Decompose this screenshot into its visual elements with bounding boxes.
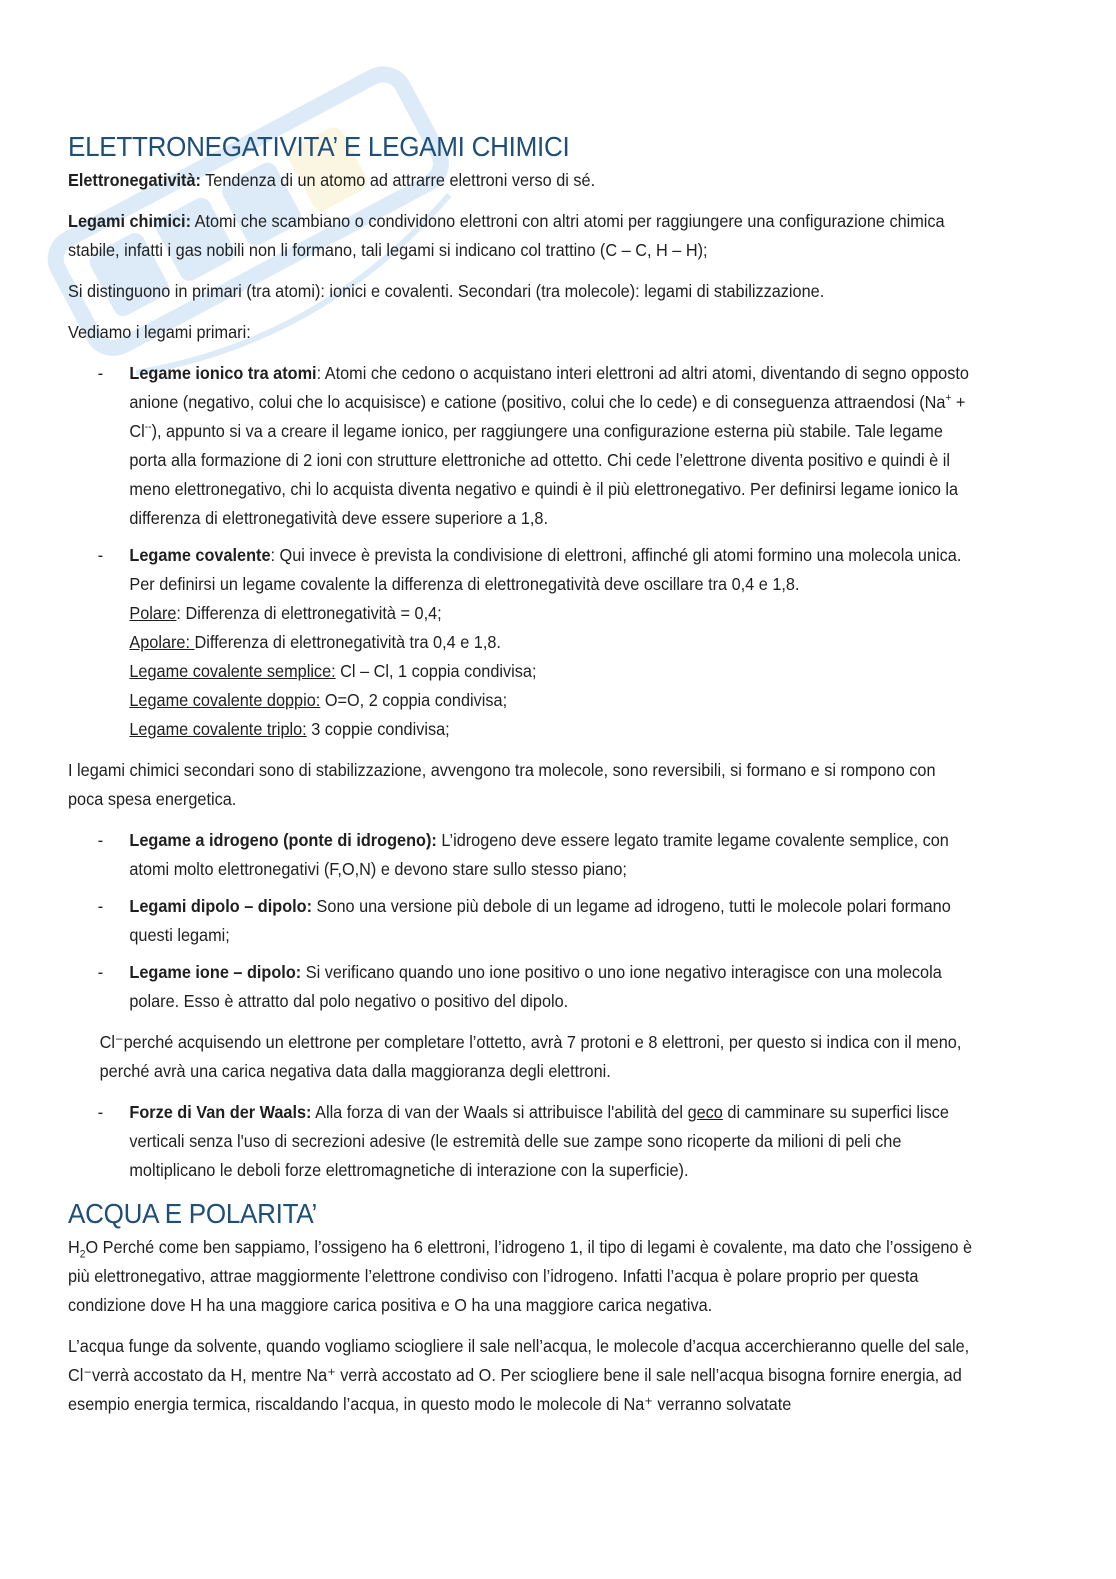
list-item-ionic-bond: [68, 359, 975, 533]
formula-subscript: 2: [79, 1248, 86, 1261]
subline-semplice: [129, 657, 974, 686]
term-van-der-waals: Forze di Van der Waals:: [129, 1102, 312, 1122]
paragraph-distinzione: Si distinguono in primari (tra atomi): ionici e covalenti. Secondari (tra molecole): legami di stabilizzazione.: [68, 281, 825, 301]
paragraph-secondari-intro: I legami chimici secondari sono di stabilizzazione, avvengono tra molecole, sono reversibili, si formano e si rompono con poca spesa energetica.: [68, 760, 936, 809]
subline-polare: [129, 599, 974, 628]
subline-doppio: [129, 686, 974, 715]
text-vdw-b: di camminare su superfici lisce verticali senza l'uso di secrezioni adesive (le estremità delle sue zampe sono ricoperte da milioni di peli che moltiplicano le deboli forze elettromagnetiche di interazione con la superficie).: [129, 1102, 949, 1180]
subline-label: Legame covalente semplice:: [129, 661, 336, 681]
primary-bonds-list: [68, 359, 975, 744]
subline-label: Polare: [129, 603, 177, 623]
subline-label: Legame covalente doppio:: [129, 690, 321, 710]
text-covalent: : Qui invece è prevista la condivisione di elettroni, affinché gli atomi formino una molecola unica. Per definirsi un legame covalente la differenza di elettronegatività deve oscillare tra 0,4 e 1,8.: [129, 545, 962, 594]
list-item-hydrogen-bond: [68, 826, 975, 884]
list-item-covalent-bond: [68, 541, 975, 744]
subline-triplo: [129, 715, 974, 744]
text-ionic-a: : Atomi che cedono o acquistano interi elettroni ad altri atomi, diventando di segno opposto anione (negativo, colui che lo acquisisce) e catione (positivo, colui che lo cede) e di conseguenza attraendosi (Na: [129, 363, 969, 412]
term-hydrogen: Legame a idrogeno (ponte di idrogeno):: [129, 830, 437, 850]
paragraph-vediamo: Vediamo i legami primari:: [68, 322, 251, 342]
subline-label: Legame covalente triplo:: [129, 719, 307, 739]
term-ion-dipole: Legame ione – dipolo:: [129, 962, 302, 982]
formula-h: H: [68, 1237, 80, 1257]
list-item-van-der-waals: [68, 1098, 975, 1185]
list-item-dipole-dipole: [68, 892, 975, 950]
paragraph-cl-note: Cl⁻perché acquisendo un elettrone per completare l’ottetto, avrà 7 protoni e 8 elettroni, per questo si indica con il meno, perché avrà una carica negativa data dalla maggioranza degli elettroni.: [99, 1032, 962, 1081]
definition-text: Tendenza di un atomo ad attrarre elettroni verso di sé.: [200, 170, 596, 190]
term-ionic: Legame ionico tra atomi: [129, 363, 317, 383]
secondary-bonds-list: [68, 826, 975, 1016]
link-geco[interactable]: geco: [687, 1102, 723, 1122]
definition-term: Legami chimici:: [68, 211, 192, 231]
subline-apolare: [129, 628, 974, 657]
text-ionic-mid: + Cl: [129, 392, 966, 441]
subline-text: O=O, 2 coppia condivisa;: [320, 690, 508, 710]
text-hydrogen: L’idrogeno deve essere legato tramite legame covalente semplice, con atomi molto elettronegativi (F,O,N) e devono stare sullo stesso piano;: [129, 830, 949, 879]
definition-text: Atomi che scambiano o condividono elettroni con altri atomi per raggiungere una configurazione chimica stabile, infatti i gas nobili non li formano, tali legami si indicano col trattino (C – C, H – H);: [68, 211, 945, 260]
term-dipole: Legami dipolo – dipolo:: [129, 896, 313, 916]
section-title-acqua: ACQUA E POLARITA’: [68, 1198, 317, 1229]
definition-elettronegativita: [68, 166, 975, 195]
van-der-waals-list: [68, 1098, 975, 1185]
subline-label: Apolare:: [129, 632, 195, 652]
subline-text: : Differenza di elettronegatività = 0,4;: [176, 603, 442, 623]
paragraph-acqua-1: [68, 1233, 975, 1320]
definition-legami-chimici: [68, 207, 975, 265]
subline-text: Differenza di elettronegatività tra 0,4 e 1,8.: [194, 632, 501, 652]
plus-sign: +: [945, 392, 952, 405]
text-vdw-a: Alla forza di van der Waals si attribuisce l'abilità del: [311, 1102, 688, 1122]
definition-term: Elettronegatività:: [68, 170, 201, 190]
list-item-ion-dipole: [68, 958, 975, 1016]
paragraph-acqua-2: L’acqua funge da solvente, quando vogliamo sciogliere il sale nell’acqua, le molecole d’acqua accerchieranno quelle del sale, Cl⁻verrà accostato da H, mentre Na⁺ verrà accostato ad O. Per sciogliere bene il sale nell’acqua bisogna fornire energia, ad esempio energia termica, riscaldando l’acqua, in questo modo le molecole di Na⁺ verranno solvatate: [68, 1336, 970, 1414]
subline-text: Cl – Cl, 1 coppia condivisa;: [335, 661, 537, 681]
text-ion-dipole: Si verificano quando uno ione positivo o uno ione negativo interagisce con una molecola polare. Esso è attratto dal polo negativo o positivo del dipolo.: [129, 962, 942, 1011]
document-page: [68, 128, 975, 1419]
minus-sign: --: [144, 421, 152, 434]
term-covalent: Legame covalente: [129, 545, 271, 565]
text-dipole: Sono una versione più debole di un legame ad idrogeno, tutti le molecole polari formano questi legami;: [129, 896, 951, 945]
text-acqua-1: O Perché come ben sappiamo, l’ossigeno ha 6 elettroni, l’idrogeno 1, il tipo di legami è covalente, ma dato che l’ossigeno è più elettronegativo, attrae maggiormente l’elettrone condiviso con l’idrogeno. Infatti l’acqua è polare proprio per questa condizione dove H ha una maggiore carica positiva e O ha una maggiore carica negativa.: [68, 1237, 973, 1315]
page-title: ELETTRONEGATIVITA’ E LEGAMI CHIMICI: [68, 131, 570, 162]
subline-text: 3 coppie condivisa;: [306, 719, 450, 739]
text-ionic-b: ), appunto si va a creare il legame ionico, per raggiungere una configurazione esterna più stabile. Tale legame porta alla formazione di 2 ioni con strutture elettroniche ad ottetto. Chi cede l’elettrone diventa positivo e quindi è il meno elettronegativo, chi lo acquista diventa negativo e quindi è il più elettronegativo. Per definirsi legame ionico la differenza di elettronegatività deve essere superiore a 1,8.: [129, 421, 959, 528]
